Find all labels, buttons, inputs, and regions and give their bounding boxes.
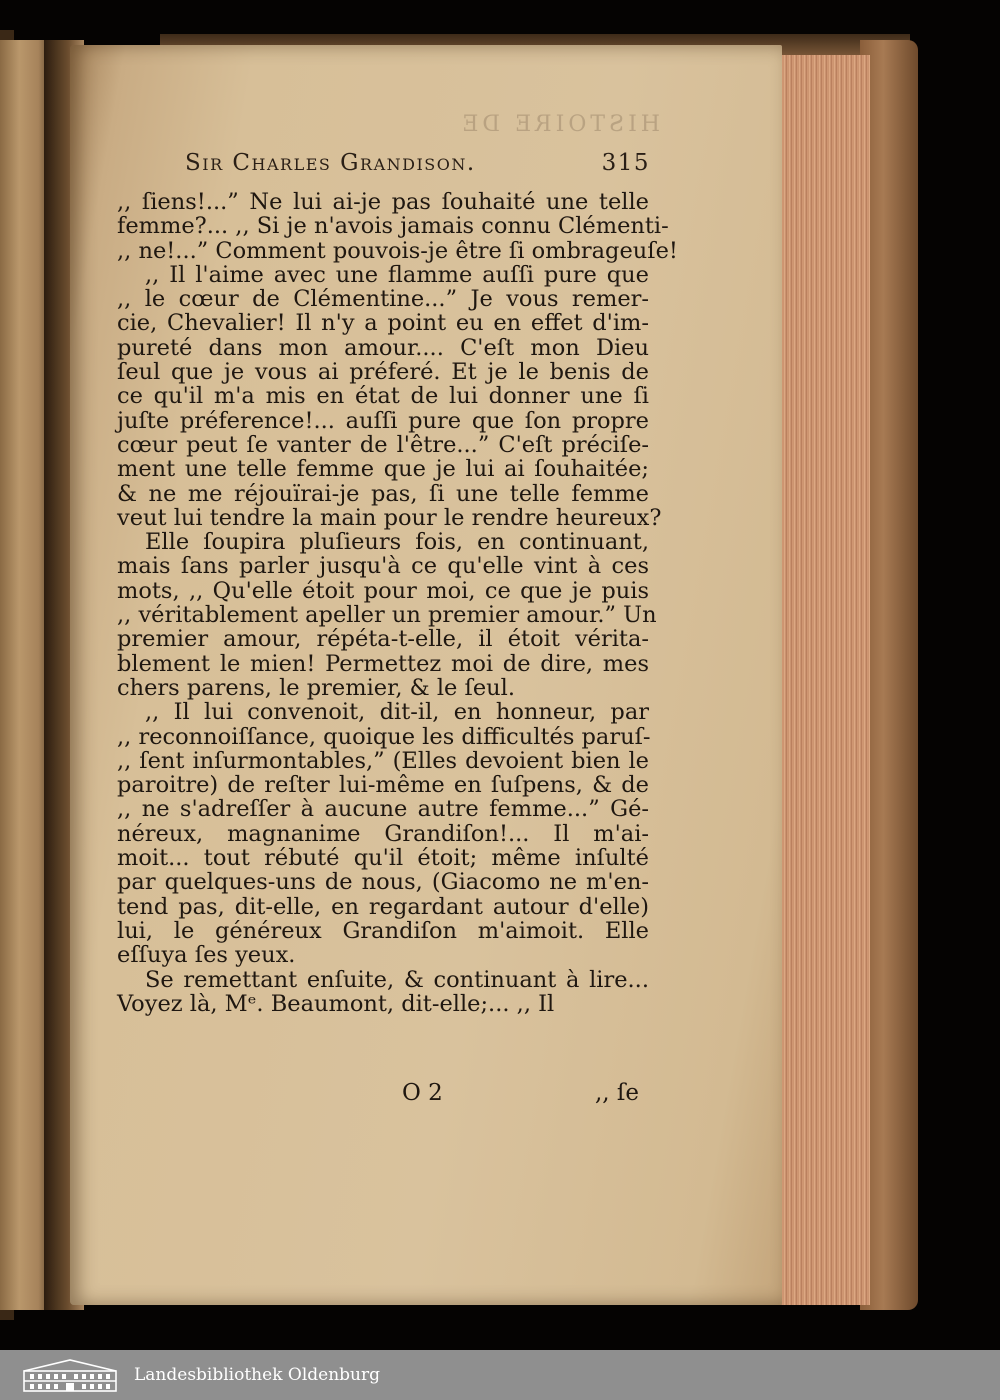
- text-line: ,, ne!...” Comment pouvois-je être ſi ombrageuſe!: [117, 237, 678, 264]
- library-building-icon: [20, 1357, 120, 1393]
- text-line: ,, le cœur de Clémentine...” Je vous remer-: [117, 286, 649, 313]
- text-line: Se remettant enſuite, & continuant à lire...: [145, 966, 649, 993]
- signature-mark: O 2: [402, 1080, 443, 1106]
- text-line: blement le mien! Permettez moi de dire, mes: [117, 650, 649, 677]
- text-line: cie, Chevalier! Il n'y a point eu en effet d'im-: [117, 310, 649, 337]
- running-head: [185, 150, 650, 176]
- text-line: ,, ne s'adreſſer à aucune autre femme...” Gé-: [117, 796, 649, 823]
- library-name: Landesbibliothek Oldenburg: [134, 1365, 381, 1385]
- text-line: ment une telle femme que je lui ai ſouhaitée;: [117, 456, 649, 483]
- footer-bar: [0, 1350, 1000, 1400]
- page-footer: [117, 1080, 649, 1108]
- text-line: ,, ſent inſurmontables,” (Elles devoient bien le: [117, 747, 649, 774]
- text-line: ,, Il lui convenoit, dit-il, en honneur, par: [145, 699, 649, 726]
- text-line: & ne me réjouïrai-je pas, ſi une telle femme: [117, 480, 649, 507]
- text-line: ſeul que je vous ai préferé. Et je le benis de: [117, 359, 649, 386]
- text-line: Elle ſoupira pluſieurs fois, en continuant,: [145, 529, 649, 556]
- text-line: cœur peut ſe vanter de l'être...” C'eſt préciſe-: [117, 431, 649, 458]
- text-line: lui, le généreux Grandiſon m'aimoit. Elle: [117, 917, 649, 944]
- text-line: moit... tout rébuté qu'il étoit; même inſulté: [117, 845, 649, 872]
- text-line: juſte préference!... auſſi pure que ſon propre: [117, 407, 649, 434]
- body-text: [117, 189, 678, 1017]
- page-block-edge: [778, 55, 870, 1305]
- text-line: femme?... ,, Si je n'avois jamais connu Clémenti-: [117, 213, 669, 240]
- text-line: ce qu'il m'a mis en état de lui donner une ſi: [117, 383, 649, 410]
- show-through-text: HISTOIRE DE: [458, 112, 660, 137]
- text-line: ,, véritablement apeller un premier amour.” Un: [117, 602, 657, 629]
- text-line: tend pas, dit-elle, en regardant autour d'elle): [117, 893, 649, 920]
- text-line: mots, ,, Qu'elle étoit pour moi, ce que je puis: [117, 577, 649, 604]
- running-head-title: Sir Charles Grandison.: [185, 150, 476, 176]
- text-line: mais ſans parler jusqu'à ce qu'elle vint à ces: [117, 553, 649, 580]
- text-line: ,, reconnoiſſance, quoique les difficultés paruſ-: [117, 723, 651, 750]
- text-line: veut lui tendre la main pour le rendre heureux?: [117, 504, 662, 531]
- text-line: chers parens, le premier, & le ſeul.: [117, 674, 515, 701]
- text-line: par quelques-uns de nous, (Giacomo ne m'en-: [117, 869, 649, 896]
- catchword: ,, ſe: [594, 1080, 639, 1106]
- text-line: premier amour, répéta-t-elle, il étoit vérita-: [117, 626, 649, 653]
- text-line: pureté dans mon amour.... C'eſt mon Dieu: [117, 334, 649, 361]
- text-line: paroitre) de reſter lui-même en ſuſpens, & de: [117, 772, 649, 799]
- text-line: néreux, magnanime Grandiſon!... Il m'ai-: [117, 820, 649, 847]
- text-line: eſſuya ſes yeux.: [117, 942, 296, 969]
- text-line: ,, ſiens!...” Ne lui ai-je pas ſouhaité une telle: [117, 189, 649, 215]
- text-line: Voyez là, Mᵉ. Beaumont, dit-elle;... ,, Il: [117, 990, 555, 1017]
- page-number: 315: [601, 150, 650, 176]
- text-line: ,, Il l'aime avec une flamme auſſi pure que: [145, 261, 649, 288]
